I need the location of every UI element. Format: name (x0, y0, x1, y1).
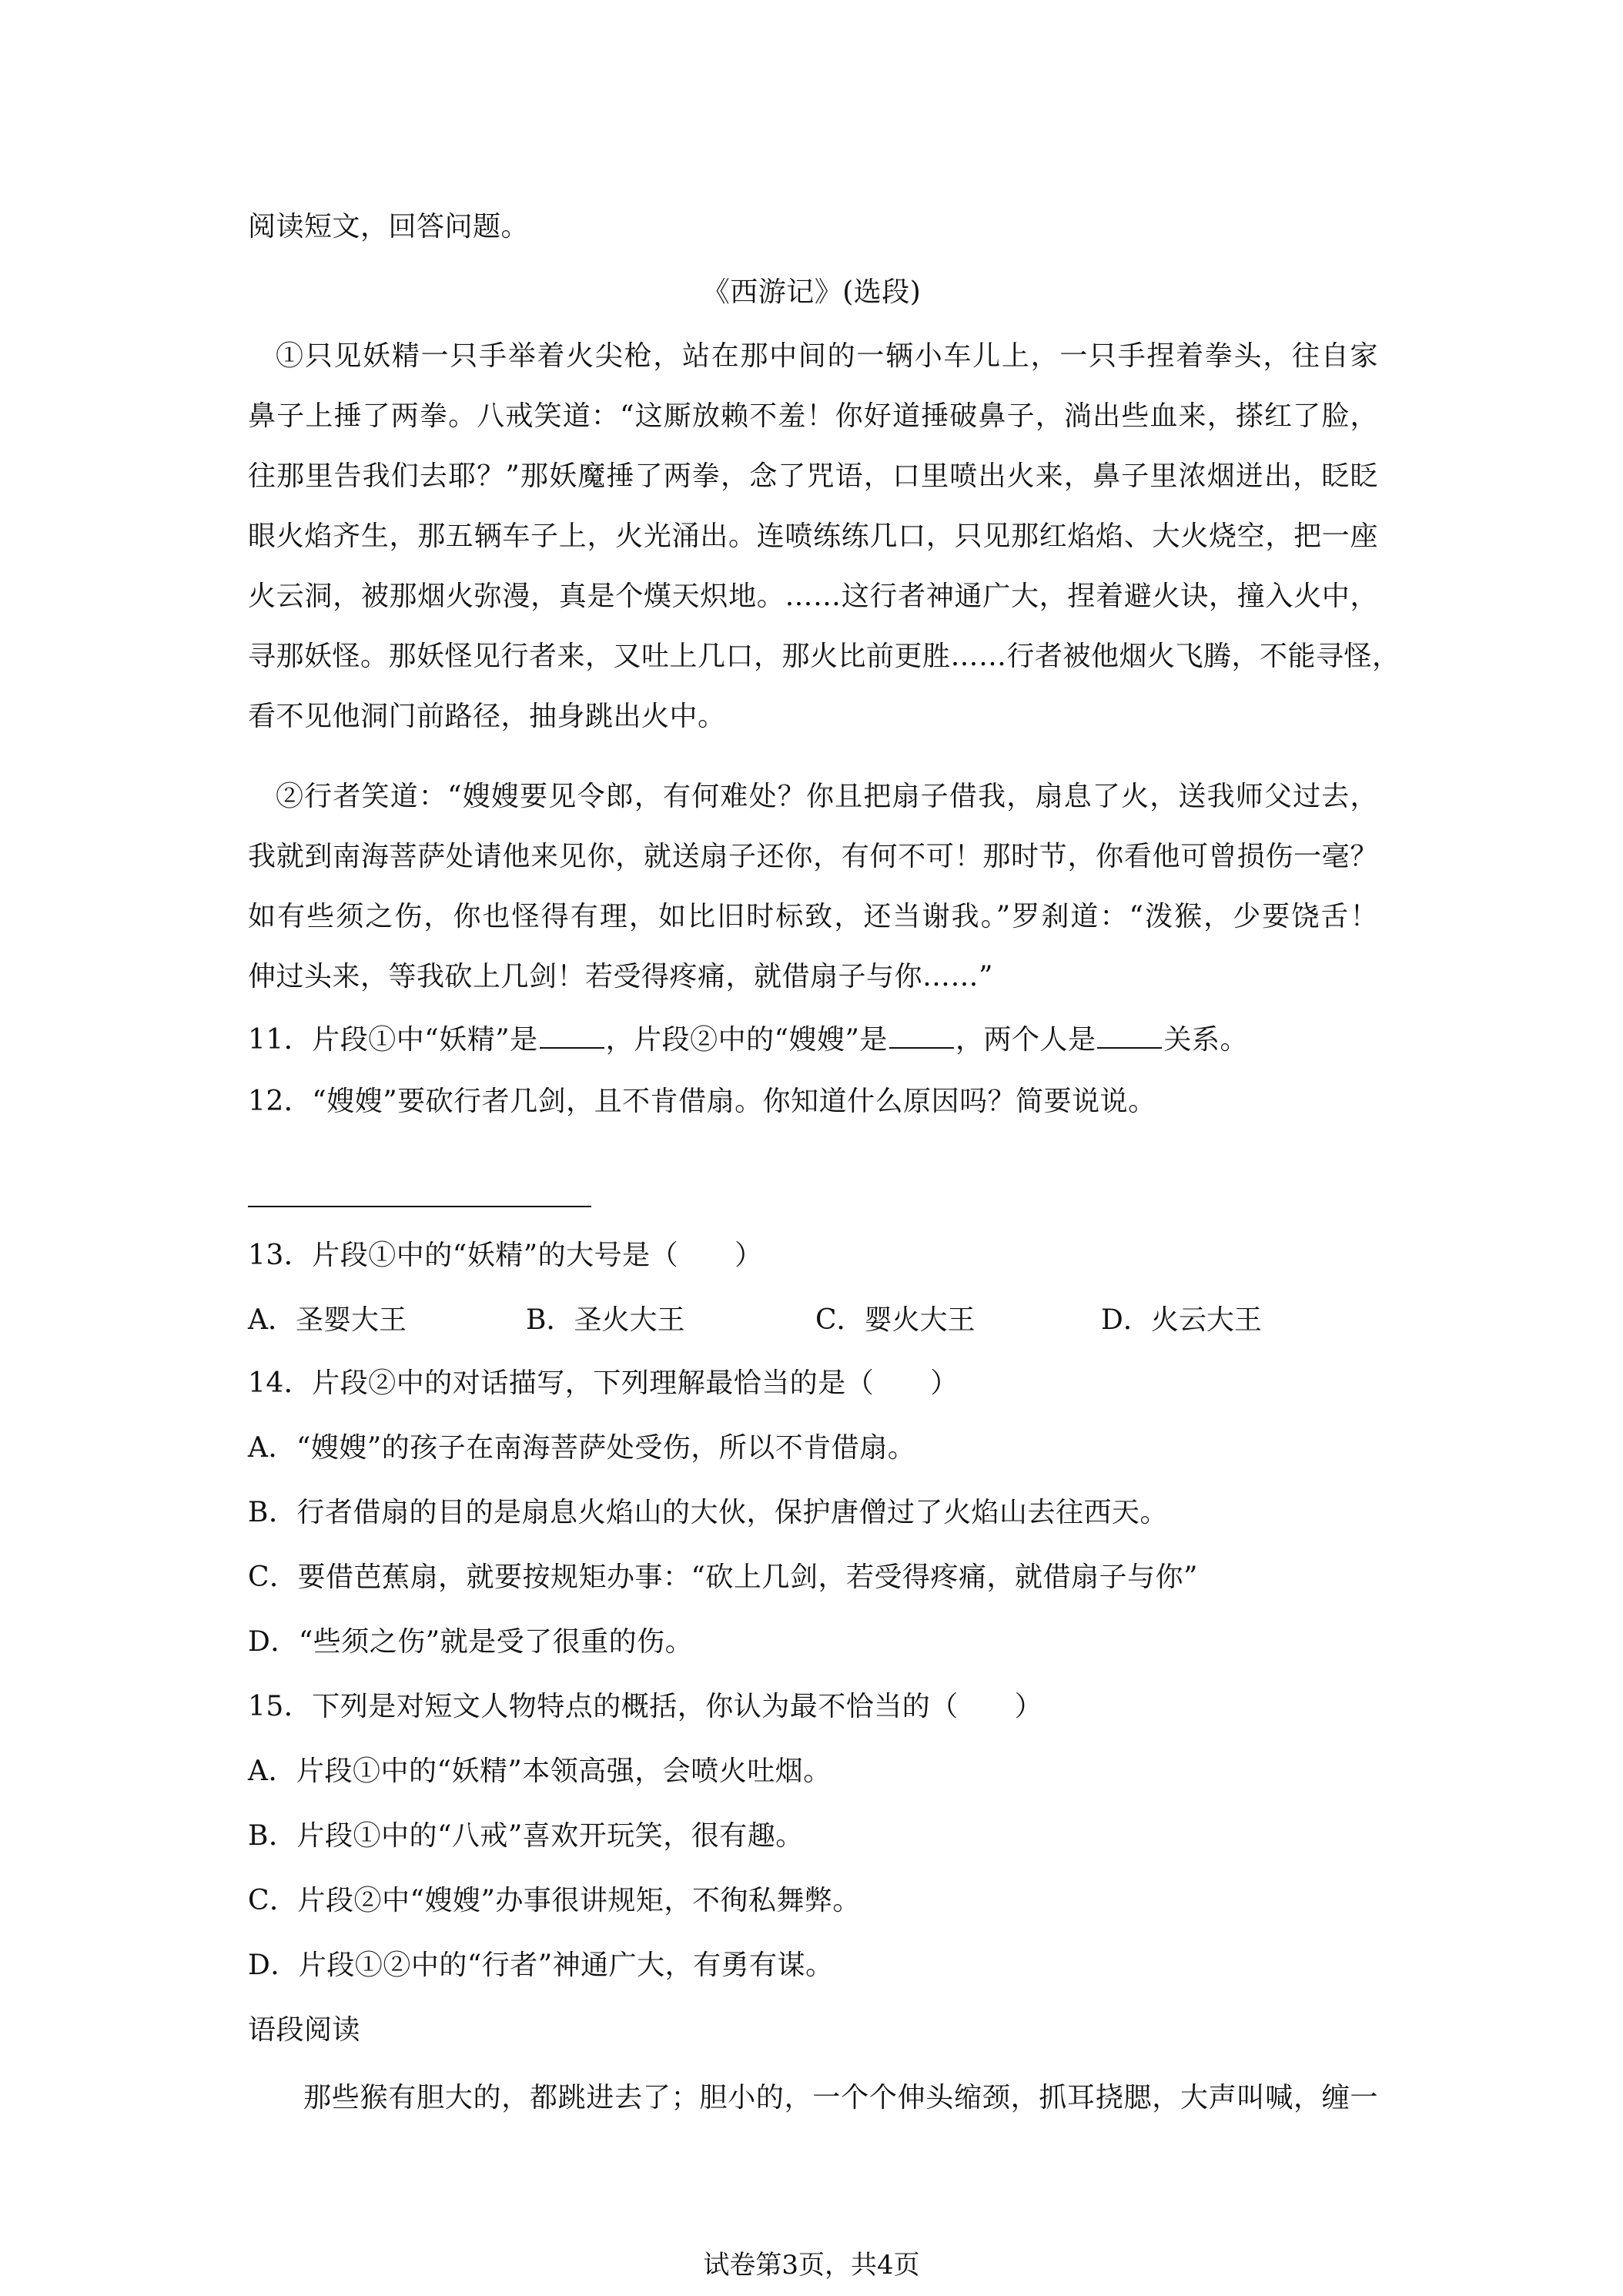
q15-option-d: D．片段①②中的“行者”神通广大，有勇有谋。 (248, 1950, 834, 1981)
q11-text-4: 关系。 (1163, 1024, 1248, 1056)
q15-option-c: C．片段②中“嫂嫂”办事很讲规矩，不徇私舞弊。 (248, 1885, 861, 1916)
q13-option-a: A．圣婴大王 (248, 1304, 407, 1336)
question-14-stem: 14．片段②中的对话描写，下列理解最恰当的是（ ） (248, 1367, 959, 1399)
question-11 (248, 1021, 1378, 1059)
passage-line: 寻那妖怪。那妖怪见行者来，又吐上几口，那火比前更胜……行者被他烟火飞腾，不能寻怪， (248, 641, 1400, 672)
question-13-stem: 13．片段①中的“妖精”的大号是（ ） (248, 1240, 763, 1271)
passage-line: 火云洞，被那烟火弥漫，真是个熯天炽地。……这行者神通广大，捏着避火诀，撞入火中， (248, 581, 1378, 612)
section-paragraph: 那些猴有胆大的，都跳进去了；胆小的，一个个伸头缩颈，抓耳挠腮，大声叫喊，缠一 (303, 2082, 1378, 2114)
q13-option-b: B．圣火大王 (526, 1304, 685, 1336)
q11-text-3: ，两个人是 (955, 1024, 1096, 1056)
q15-option-a: A．片段①中的“妖精”本领高强，会喷火吐烟。 (248, 1755, 832, 1787)
q14-option-d: D．“些须之伤”就是受了很重的伤。 (248, 1626, 694, 1658)
q14-option-c: C．要借芭蕉扇，就要按规矩办事：“砍上几剑，若受得疼痛，就借扇子与你” (248, 1561, 1198, 1593)
passage-title: 《西游记》(选段) (701, 276, 922, 308)
answer-line[interactable] (248, 1206, 591, 1207)
page-footer: 试卷第3页，共4页 (703, 2250, 920, 2281)
passage-line: 眼火焰齐生，那五辆车子上，火光涌出。连喷练练几口，只见那红焰焰、大火烧空，把一座 (248, 520, 1378, 552)
passage-line: 鼻子上捶了两拳。八戒笑道：“这厮放赖不羞！你好道捶破鼻子，淌出些血来，搽红了脸， (248, 400, 1378, 432)
question-12: 12．“嫂嫂”要砍行者几剑，且不肯借扇。你知道什么原因吗？简要说说。 (248, 1086, 1156, 1117)
question-15-stem: 15．下列是对短文人物特点的概括，你认为最不恰当的（ ） (248, 1691, 1043, 1722)
answer-blank[interactable] (1097, 1024, 1162, 1049)
q13-option-c: C．婴火大王 (815, 1304, 975, 1336)
q14-option-a: A．“嫂嫂”的孩子在南海菩萨处受伤，所以不肯借扇。 (248, 1432, 916, 1464)
section-heading: 语段阅读 (248, 2014, 361, 2046)
q14-option-b: B．行者借扇的目的是扇息火焰山的大伙，保护唐僧过了火焰山去往西天。 (248, 1497, 1168, 1528)
q13-option-d: D．火云大王 (1101, 1304, 1262, 1336)
passage-line: 如有些须之伤，你也怪得有理，如比旧时标致，还当谢我。”罗刹道：“泼猴，少要饶舌！ (248, 901, 1378, 932)
passage-line: 伸过头来，等我砍上几剑！若受得疼痛，就借扇子与你……” (248, 961, 993, 992)
passage-line: 往那里告我们去耶？”那妖魔捶了两拳，念了咒语，口里喷出火来，鼻子里浓烟迸出，眨眨 (248, 460, 1378, 492)
passage-line: 我就到南海菩萨处请他来见你，就送扇子还你，有何不可！那时节，你看他可曾损伤一毫？ (248, 841, 1378, 872)
q11-text-2: ，片段②中的“嫂嫂”是 (605, 1024, 888, 1056)
passage-line: ②行者笑道：“嫂嫂要见令郎，有何难处？你且把扇子借我，扇息了火，送我师父过去， (276, 781, 1378, 812)
q11-text-1: 11．片段①中“妖精”是 (248, 1024, 538, 1056)
answer-blank[interactable] (889, 1024, 954, 1049)
passage-line: ①只见妖精一只手举着火尖枪，站在那中间的一辆小车儿上，一只手捏着拳头，往自家 (276, 340, 1378, 372)
passage-line: 看不见他洞门前路径，抽身跳出火中。 (248, 701, 726, 732)
q15-option-b: B．片段①中的“八戒”喜欢开玩笑，很有趣。 (248, 1820, 804, 1852)
reading-instruction: 阅读短文，回答问题。 (248, 211, 530, 243)
answer-blank[interactable] (540, 1024, 604, 1049)
